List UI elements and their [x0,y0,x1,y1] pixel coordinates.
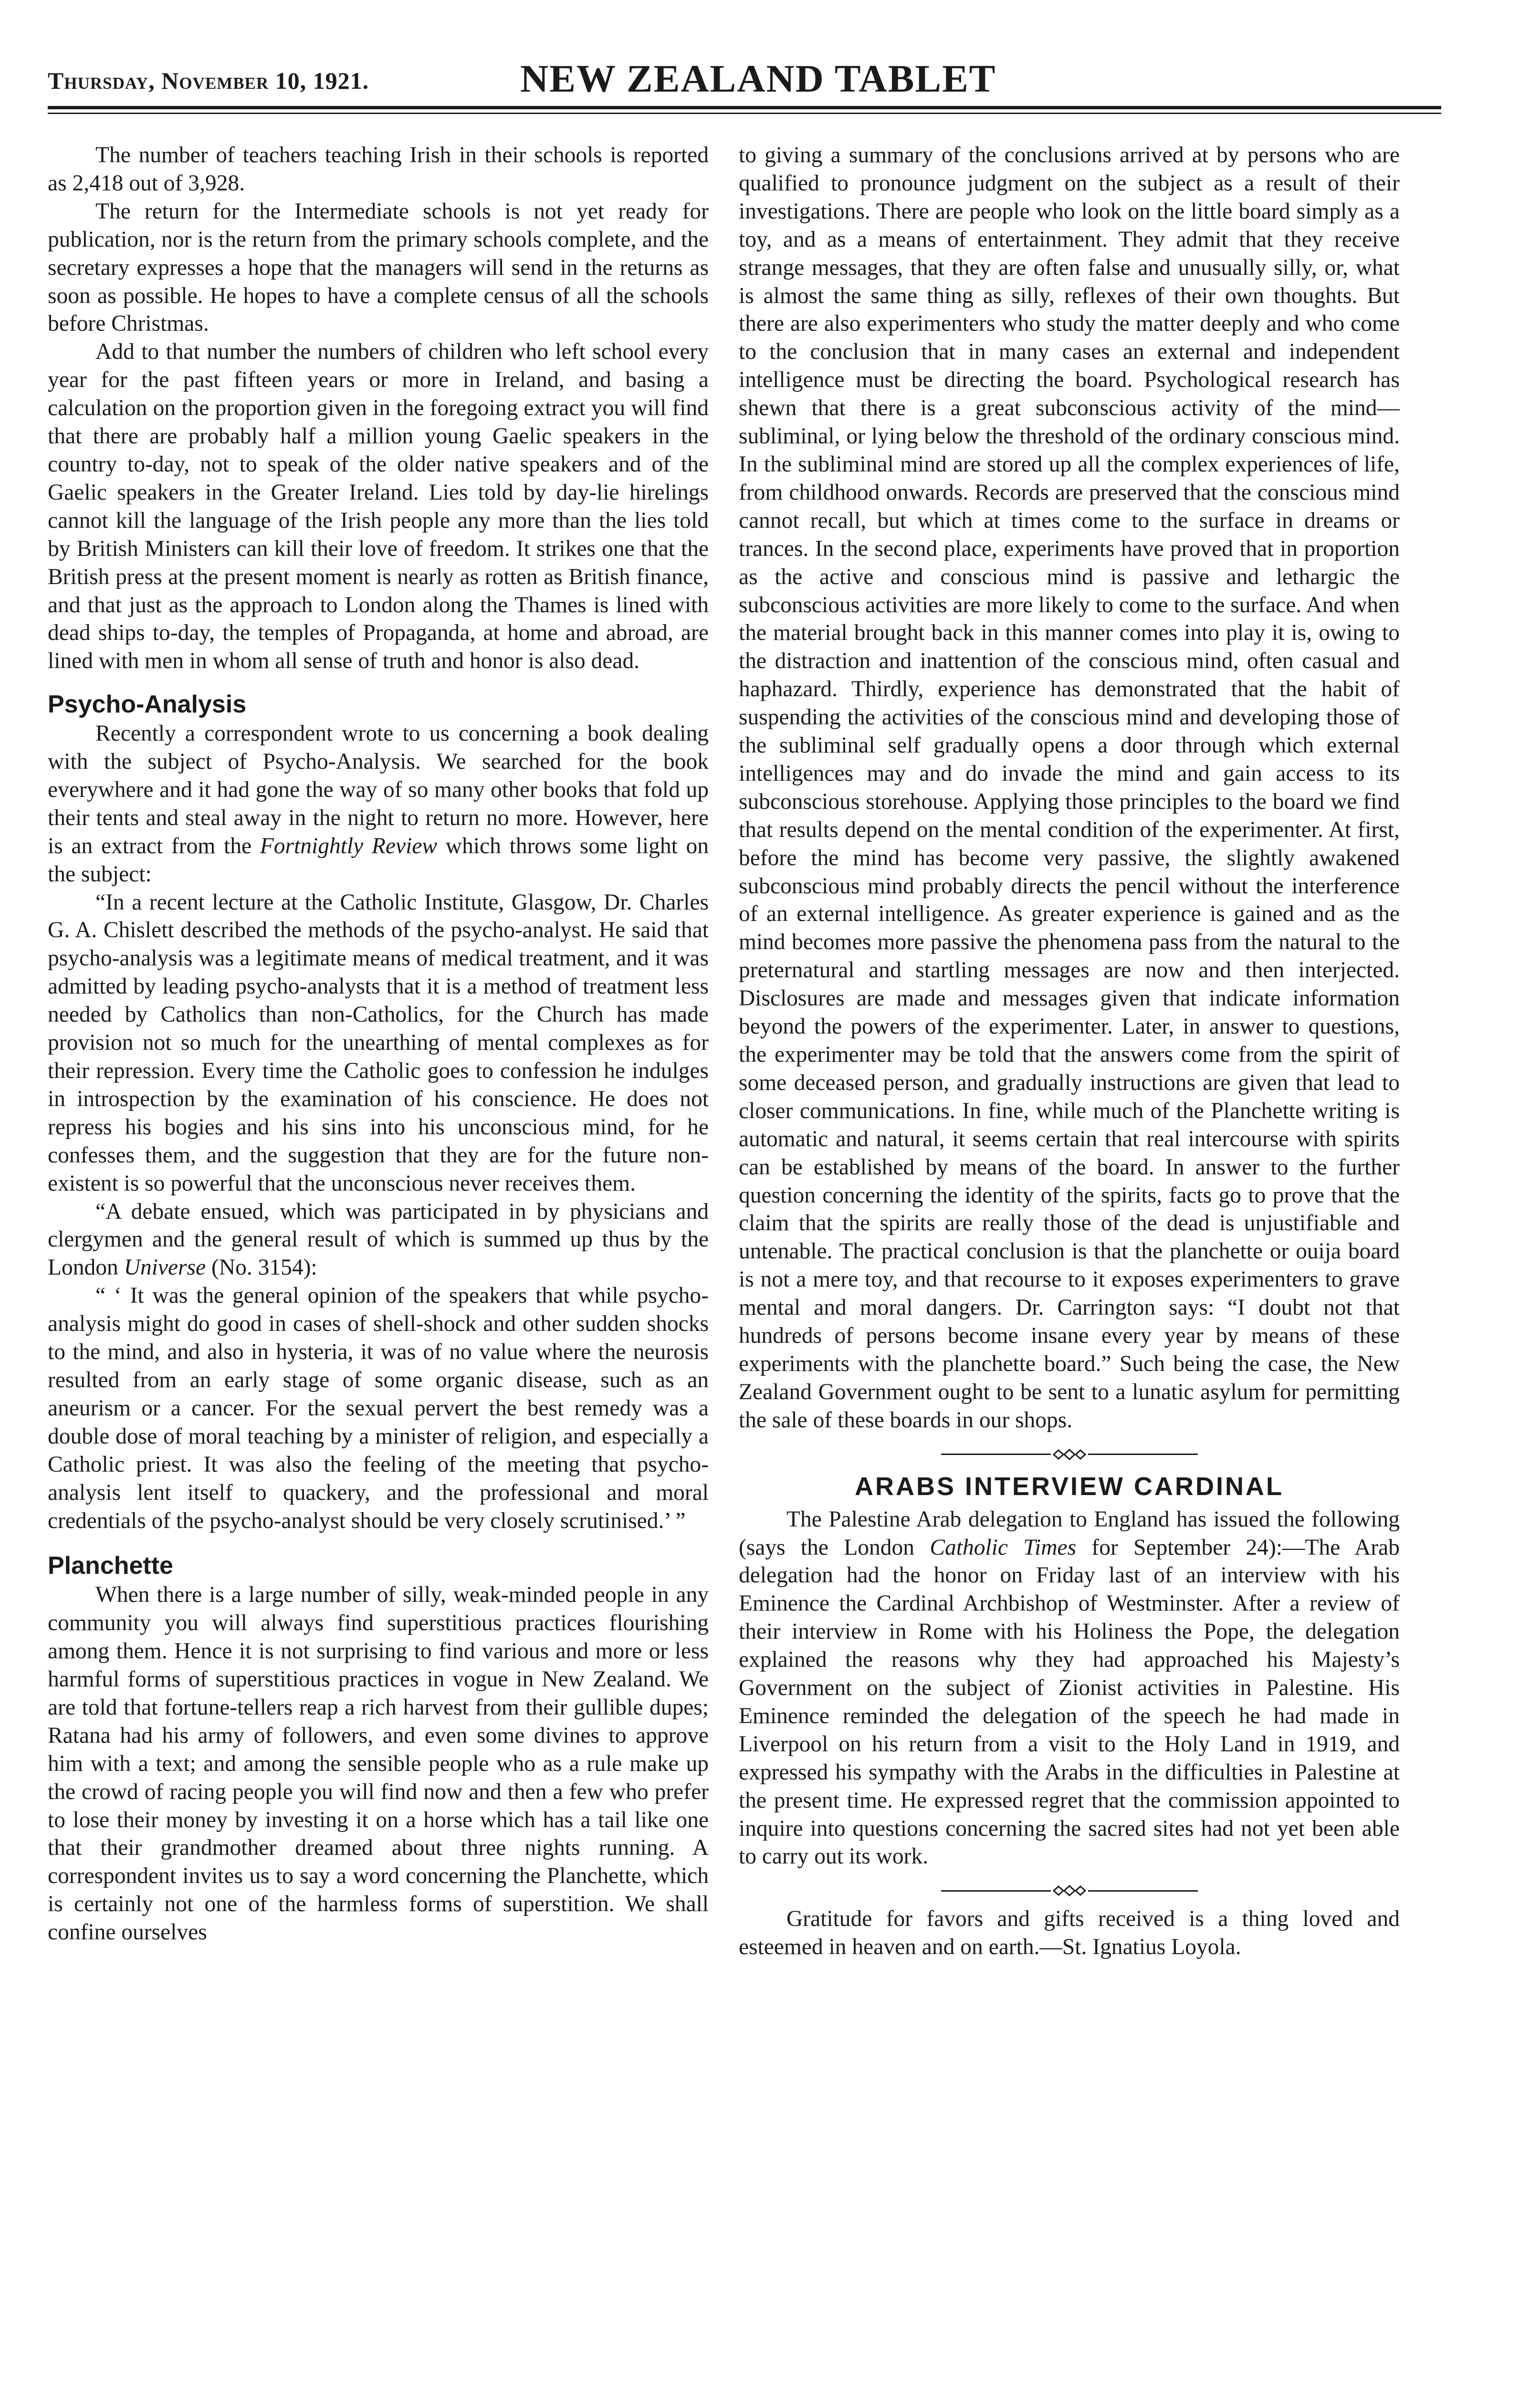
paragraph: to giving a summary of the conclusions arrived at by persons who are qualified to pronounce judgment on the subject as a result of their investigations. There are people who look on the little board simply as a toy, and as a means of entertainment. They admit that they receive strange messages, that they are often false and unusually silly, or, what is almost the same thing as silly, reflexes of their own thoughts. But there are also experimenters who study the matter deeply and who come to the conclusion that in many cases an external and independent intelligence must be directing the board. Psychological research has shewn that there is a great subconscious activity of the mind—subliminal, or lying below the threshold of the ordinary conscious mind. In the subliminal mind are stored up all the complex experiences of life, from childhood onwards. Records are preserved that the conscious mind cannot recall, but which at times come to the surface in dreams or trances. In the second place, experiments have proved that in proportion as the active and conscious mind is passive and lethargic the subconscious activities are more likely to come to the surface. And when the material brought back in this manner comes into play it is, owing to the distraction and inattention of the conscious mind, often casual and haphazard. Thirdly, experience has demonstrated that the habit of suspending the activities of the conscious mind and developing those of the subliminal self gradually opens a door through which external intelligences may and do invade the mind and gain access to its subconscious storehouse. Applying those principles to the board we find that results depend on the mental condition of the experimenter. At first, before the mind has become very passive, the slightly awakened subconscious mind probably directs the pencil without the interference of an external intelligence. As greater experience is gained and as the mind becomes more passive the phenomena pass from the natural to the preternatural and startling messages are now and then interjected. Disclosures are made and messages given that indicate information beyond the powers of the experimenter. Later, in answer to questions, the experimenter may be told that the answers come from the spirit of some deceased person, and gradually instructions are given that lead to closer communications. In fine, while much of the Planchette writing is automatic and natural, it seems certain that real intercourse with spirits can be established by means of the board. In answer to the further question concerning the identity of the spirits, facts go to prove that the claim that the spirits are really those of the dead is unjustifiable and untenable. The practical conclusion is that the planchette or ouija board is not a mere toy, and that recourse to it exposes experimenters to grave mental and moral dangers. Dr. Carrington says: “I doubt not that hundreds of persons become insane every year by means of these experiments with the planchette board.” Such being the case, the New Zealand Government ought to be sent to a lunatic asylum for permitting the sale of these boards in our shops. [739,143,1400,1433]
newspaper-title: NEW ZEALAND TABLET [520,57,996,100]
section-heading-planchette: Planchette [48,1552,173,1580]
paragraph: When there is a large number of silly, weak-minded people in any community you will always find superstitious practices flourishing among them. Hence it is not surprising to find various and more or less harmful forms of superstitious practices in vogue in New Zealand. We are told that fortune-tellers reap a rich harvest from their gullible dupes; Ratana had his army of followers, and even some divines to approve him with a text; and among the sensible people who as a rule make up the crowd of racing people you will find now and then a few who prefer to lose their money by investing it on a horse which has a tail like one that their grandmother dreamed about three nights running. A correspondent invites us to say a word concerning the Planchette, which is certainly not one of the harmless forms of superstition. We shall confine ourselves [48,1582,709,1945]
masthead-rule-thin [48,113,1441,114]
ornamental-divider [739,1881,1400,1900]
issue-date: Thursday, November 10, 1921. [48,67,369,94]
ornamental-divider [739,1445,1400,1464]
publication-title: Catholic Times [930,1535,1077,1560]
left-column [48,141,709,1946]
divider-line [941,1890,1051,1892]
publication-title: Fortnightly Review [260,833,438,858]
article-heading-arabs: ARABS INTERVIEW CARDINAL [854,1472,1284,1501]
paragraph: Add to that number the numbers of children who left school every year for the past fifteen years or more in Ireland, and basing a calculation on the proportion given in the foregoing extract you will find that there are probably half a million young Gaelic speakers in the country to-day, not to speak of the older native speakers and of the Gaelic speakers in the Greater Ireland. Lies told by day-lie hirelings cannot kill the language of the Irish people any more than the lies told by British Ministers can kill their love of freedom. It strikes one that the British press at the present moment is nearly as rotten as British finance, and that just as the approach to London along the Thames is lined with dead ships to-day, the temples of Propaganda, at home and abroad, are lined with men in whom all sense of truth and honor is also dead. [48,339,709,674]
quoted-paragraph: “ ‘ It was the general opinion of the speakers that while psycho-analysis might do good in cases of shell-shock and other sudden shocks to the mind, and also in hysteria, it was of no value where the neurosis resulted from an early stage of some organic disease, such as an aneurism or a cancer. For the sexual pervert the best remedy was a double dose of moral teaching by a minister of religion, and especially a Catholic priest. It was also the feeling of the meeting that psycho-analysis lent itself to quackery, and the professional and moral credentials of the psycho-analyst should be very closely scrutinised.’ ” [48,1283,709,1533]
paragraph: The return for the Intermediate schools is not yet ready for publication, nor is the return from the primary schools complete, and the secretary expresses a hope that the managers will send in the returns as soon as possible. He hopes to have a complete census of all the schools before Christmas. [48,199,709,336]
diamond-ornament-icon [1053,1449,1086,1460]
paragraph: The Palestine Arab delegation to England has issued the following (says the London Catholic Times for September 24):—The Arab delegation had the honor on Friday last of an interview with his Eminence the Cardinal Archbishop of Westminster. After a review of their interview in Rome with his Holiness the Pope, the delegation explained the reasons why they had approached his Majesty’s Government on the subject of Zionist activities in Palestine. His Eminence reminded the delegation of the speech he had made in Liverpool on his return from a visit to the Holy Land in 1919, and expressed his sympathy with the Arabs in the difficulties in Palestine at the present time. He expressed regret that the commission appointed to inquire into questions concerning the sacred sites had not yet been able to carry out its work. [739,1507,1400,1869]
masthead [48,53,1441,101]
publication-title: Universe [124,1255,206,1280]
quotation-paragraph: Gratitude for favors and gifts received is a thing loved and esteemed in heaven and on earth.—St. Ignatius Loyola. [739,1906,1400,1960]
masthead-rule-thick [48,106,1441,109]
divider-line [1088,1454,1198,1455]
section-heading-psycho-analysis: Psycho-Analysis [48,691,247,719]
right-column [739,141,1400,1961]
divider-line [1088,1890,1198,1892]
divider-line [941,1454,1051,1455]
quoted-paragraph: “In a recent lecture at the Catholic Institute, Glasgow, Dr. Charles G. A. Chislett described the methods of the psycho-analyst. He said that psycho-analysis was a legitimate means of medical treatment, and it was admitted by leading psycho-analysts that it is a method of treatment less needed by Catholics than non-Catholics, for the Church has made provision not so much for the unearthing of mental complexes as for their repression. Every time the Catholic goes to confession he indulges in introspection by the examination of his conscience. He does not repress his bogies and his sins into his unconscious mind, for he confesses them, and the suggestion that they are for the future non-existent is so powerful that the unconscious never receives them. [48,890,709,1196]
paragraph: The number of teachers teaching Irish in their schools is reported as 2,418 out of 3,928. [48,143,709,196]
quoted-paragraph: “A debate ensued, which was participated in by physicians and clergymen and the general result of which is summed up thus by the London Universe (No. 3154): [48,1199,709,1280]
diamond-ornament-icon [1053,1885,1086,1896]
paragraph: Recently a correspondent wrote to us concerning a book dealing with the subject of Psycho-Analysis. We searched for the book everywhere and it had gone the way of so many other books that fold up their tents and steal away in the night to return no more. However, here is an extract from the Fortnightly Review which throws some light on the subject: [48,721,709,887]
